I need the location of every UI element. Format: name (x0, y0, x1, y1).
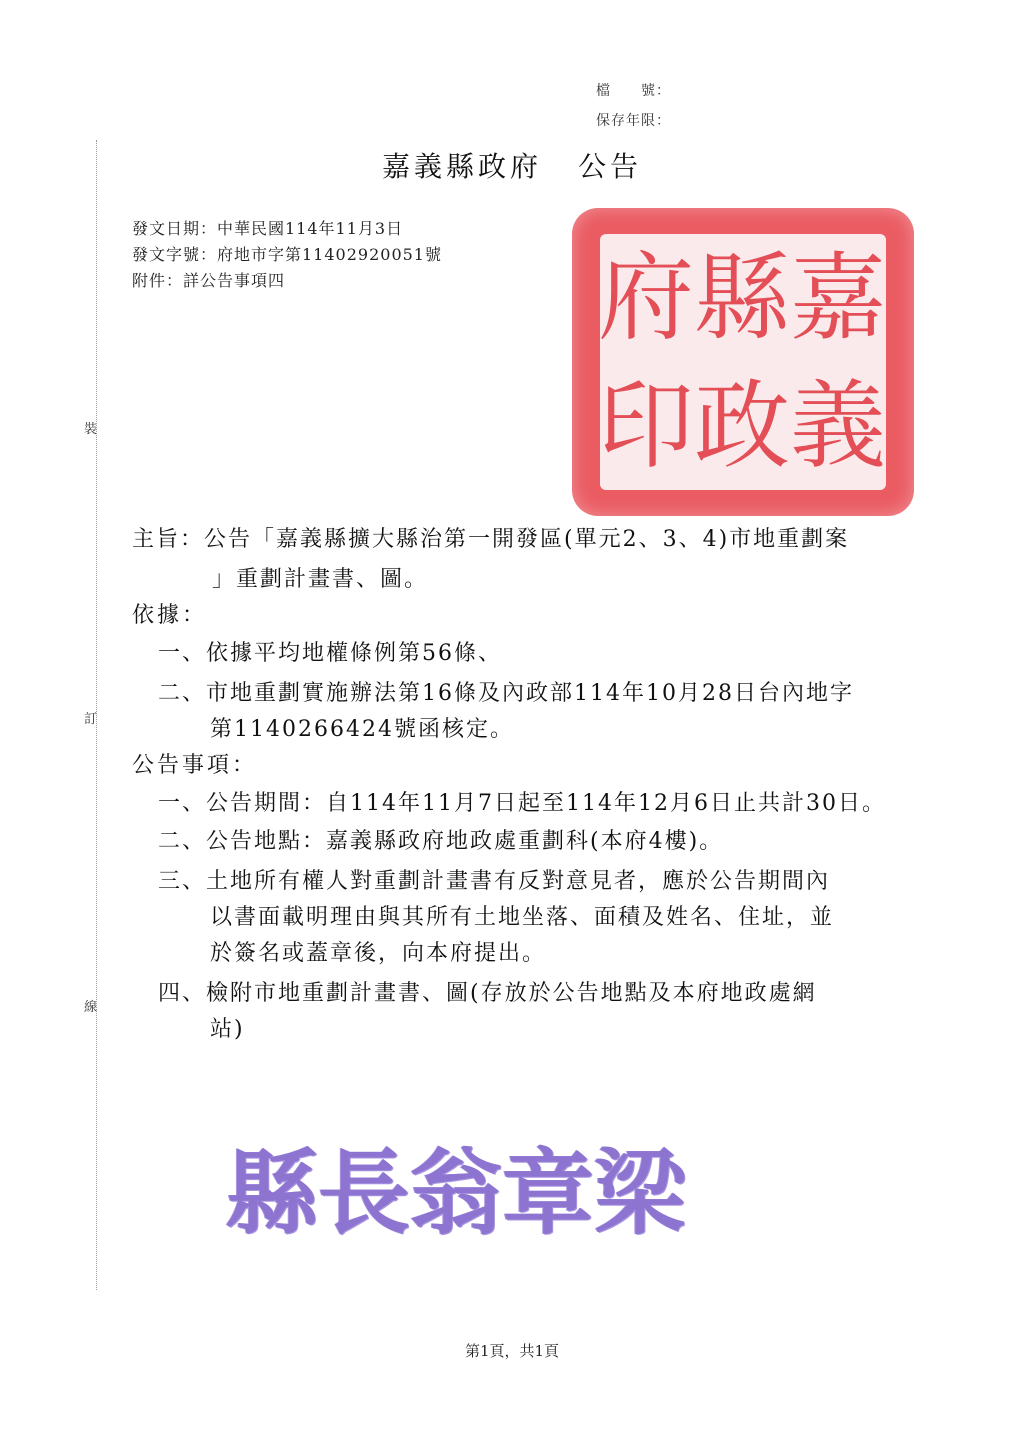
document-number: 發文字號：府地市字第11402920051號 (132, 245, 442, 264)
document-type: 公告 (578, 150, 643, 183)
notice-item-4-line-2: 站) (210, 1017, 245, 1042)
basis-item-1: 一、依據平均地權條例第56條、 (158, 641, 502, 666)
seal-char: 縣 (694, 242, 790, 354)
basis-heading: 依據： (132, 603, 208, 628)
notice-item-3-line-3: 於簽名或蓋章後，向本府提出。 (210, 941, 547, 966)
retention-period-label: 保存年限： (596, 113, 671, 129)
seal-char: 府 (598, 242, 694, 354)
notice-item-1: 一、公告期間：自114年11月7日起至114年12月6日止共計30日。 (158, 791, 886, 816)
notice-item-3-line-1: 三、土地所有權人對重劃計畫書有反對意見者，應於公告期間內 (158, 869, 831, 894)
seal-char: 印 (598, 370, 694, 482)
issuing-org: 嘉義縣政府 (381, 150, 542, 183)
signature-char: 翁 (410, 1138, 503, 1247)
binding-char-middle: 訂 (84, 712, 98, 727)
attachment-note: 附件：詳公告事項四 (132, 271, 286, 290)
signature-char: 梁 (594, 1138, 687, 1247)
signature-char: 長 (318, 1138, 411, 1247)
notice-item-4-line-1: 四、檢附市地重劃計畫書、圖(存放於公告地點及本府地政處網 (158, 981, 817, 1006)
magistrate-signature-stamp (226, 1125, 686, 1260)
issue-date: 發文日期：中華民國114年11月3日 (132, 219, 404, 238)
notice-item-3-line-2: 以書面載明理由與其所有土地坐落、面積及姓名、住址，並 (210, 905, 835, 930)
basis-item-2-line-2: 第1140266424號函核定。 (210, 717, 514, 742)
seal-inner (600, 234, 886, 490)
seal-char: 嘉 (790, 242, 886, 354)
seal-char: 政 (694, 370, 790, 482)
basis-item-2-line-1: 二、市地重劃實施辦法第16條及內政部114年10月28日台內地字 (158, 681, 854, 706)
file-number-label: 檔 號： (596, 83, 671, 99)
notices-heading: 公告事項： (132, 753, 258, 778)
page-number: 第1頁，共1頁 (464, 1342, 560, 1360)
subject-line-1: 主旨：公告「嘉義縣擴大縣治第一開發區(單元2、3、4)市地重劃案 (132, 527, 850, 552)
seal-char: 義 (790, 370, 886, 482)
binding-char-top: 裝 (84, 422, 98, 437)
binding-char-bottom: 線 (84, 1000, 98, 1015)
signature-char: 章 (502, 1138, 595, 1247)
notice-item-2: 二、公告地點：嘉義縣政府地政處重劃科(本府4樓)。 (158, 829, 724, 854)
signature-char: 縣 (226, 1138, 319, 1247)
subject-line-2: 」重劃計畫書、圖。 (212, 567, 429, 592)
official-seal (572, 208, 914, 516)
document-title (0, 145, 1024, 185)
